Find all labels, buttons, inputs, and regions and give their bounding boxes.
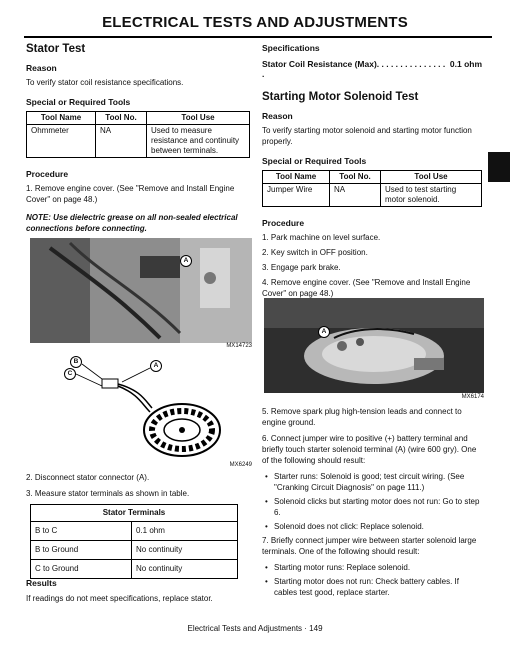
stator-results-heading: Results	[26, 578, 57, 588]
list-item: • Solenoid does not click: Replace solenoid.	[262, 521, 482, 532]
stator-diagram	[60, 352, 252, 464]
col-tool-name: Tool Name	[27, 112, 96, 125]
solenoid-title: Starting Motor Solenoid Test	[262, 91, 419, 103]
specs-heading: Specifications	[262, 43, 320, 53]
stator-title: Stator Test	[26, 43, 86, 55]
page-footer: Electrical Tests and Adjustments · 149	[187, 624, 323, 633]
solenoid-step-4: 4. Remove engine cover. (See "Remove and Install Engine Cover" on page 48.)	[262, 278, 471, 298]
table-cell: No continuity	[132, 541, 238, 560]
table-cell: Ohmmeter	[27, 125, 96, 158]
solenoid-step-1: 1. Park machine on level surface.	[262, 233, 381, 242]
stator-reason-text: To verify stator coil resistance specifications.	[26, 78, 184, 87]
table-cell: B to C	[31, 522, 132, 541]
callout-b: B	[70, 356, 82, 368]
stator-results	[26, 578, 250, 604]
stator-steps-2-3	[26, 472, 250, 499]
solenoid-step-6: 6. Connect jumper wire to positive (+) battery terminal and briefly touch starter solenoid terminal (A) (wire 600 gry). One of the following should result:	[262, 434, 477, 465]
step-6-results	[262, 471, 482, 532]
table-row	[31, 541, 238, 560]
table-cell: NA	[330, 184, 381, 207]
terminals-table-title: Stator Terminals	[31, 505, 238, 522]
solenoid-steps-continued	[262, 406, 482, 601]
solenoid-column	[262, 43, 482, 299]
specs-label: Stator Coil Resistance (Max). . . . . . . . . . . . . . . .	[262, 59, 446, 79]
solenoid-photo	[264, 298, 484, 393]
callout-c: C	[64, 368, 76, 380]
page-header: ELECTRICAL TESTS AND ADJUSTMENTS	[102, 14, 408, 31]
callout-a-2: A	[150, 360, 162, 372]
stator-terminals-table	[30, 504, 238, 579]
stator-tools-heading: Special or Required Tools	[26, 97, 131, 107]
stator-note: NOTE: Use dielectric grease on all non-sealed electrical connections before connecting.	[26, 213, 238, 233]
table-row	[27, 125, 250, 158]
list-item: • Starting motor runs: Replace solenoid.	[262, 562, 482, 573]
stator-connector-illustration	[30, 238, 252, 343]
stator-tools-table	[26, 111, 250, 158]
solenoid-step-2: 2. Key switch in OFF position.	[262, 248, 368, 257]
table-row	[31, 560, 238, 579]
stator-step-1: 1. Remove engine cover. (See "Remove and Install Engine Cover" on page 48.)	[26, 184, 235, 204]
table-cell: Jumper Wire	[263, 184, 330, 207]
photo-1-caption: MX14723	[226, 343, 252, 349]
callout-a-solenoid: A	[318, 326, 330, 338]
stator-step-3: 3. Measure stator terminals as shown in table.	[26, 489, 190, 498]
list-item: • Starting motor does not run: Check battery cables. If cables test good, replace starter.	[262, 576, 482, 598]
table-cell: Used to test starting motor solenoid.	[381, 184, 482, 207]
table-cell: B to Ground	[31, 541, 132, 560]
section-tab-marker	[488, 152, 510, 182]
solenoid-reason-text: To verify starting motor solenoid and starting motor function properly.	[262, 126, 472, 146]
stator-step-2: 2. Disconnect stator connector (A).	[26, 473, 150, 482]
table-header-row	[263, 171, 482, 184]
stator-results-text: If readings do not meet specifications, replace stator.	[26, 594, 213, 603]
solenoid-step-3: 3. Engage park brake.	[262, 263, 341, 272]
step-7-results	[262, 562, 482, 598]
specs-line	[262, 59, 482, 79]
list-item: • Starter runs: Solenoid is good; test circuit wiring. (See "Cranking Circuit Diagnosis" on page 111.)	[262, 471, 482, 493]
solenoid-step-5: 5. Remove spark plug high-tension leads and connect to engine ground.	[262, 407, 462, 427]
solenoid-illustration	[264, 298, 484, 393]
table-cell: NA	[96, 125, 147, 158]
col-tool-no: Tool No.	[96, 112, 147, 125]
list-item: • Solenoid clicks but starting motor does not run: Go to step 6.	[262, 496, 482, 518]
stator-section	[26, 43, 250, 234]
stator-connector-photo	[30, 238, 252, 343]
solenoid-procedure-heading: Procedure	[262, 218, 305, 228]
table-cell: C to Ground	[31, 560, 132, 579]
solenoid-tools-heading: Special or Required Tools	[262, 156, 367, 166]
table-row	[263, 184, 482, 207]
col-tool-name: Tool Name	[263, 171, 330, 184]
stator-procedure-heading: Procedure	[26, 169, 69, 179]
photo-2-caption: MX6249	[229, 462, 252, 468]
solenoid-step-7: 7. Briefly connect jumper wire between starter solenoid large terminals. One of the following should result:	[262, 536, 477, 556]
table-header-row	[31, 505, 238, 522]
header-rule	[24, 36, 492, 38]
table-cell: Used to measure resistance and continuity between terminals.	[147, 125, 250, 158]
specs-value: 0.1 ohm	[449, 59, 483, 69]
solenoid-photo-caption: MX6174	[461, 394, 484, 400]
solenoid-tools-table	[262, 170, 482, 207]
table-row	[31, 522, 238, 541]
solenoid-reason-heading: Reason	[262, 111, 293, 121]
table-cell: 0.1 ohm	[132, 522, 238, 541]
table-header-row	[27, 112, 250, 125]
col-tool-use: Tool Use	[147, 112, 250, 125]
stator-reason-heading: Reason	[26, 63, 57, 73]
col-tool-use: Tool Use	[381, 171, 482, 184]
callout-a: A	[180, 255, 192, 267]
col-tool-no: Tool No.	[330, 171, 381, 184]
table-cell: No continuity	[132, 560, 238, 579]
